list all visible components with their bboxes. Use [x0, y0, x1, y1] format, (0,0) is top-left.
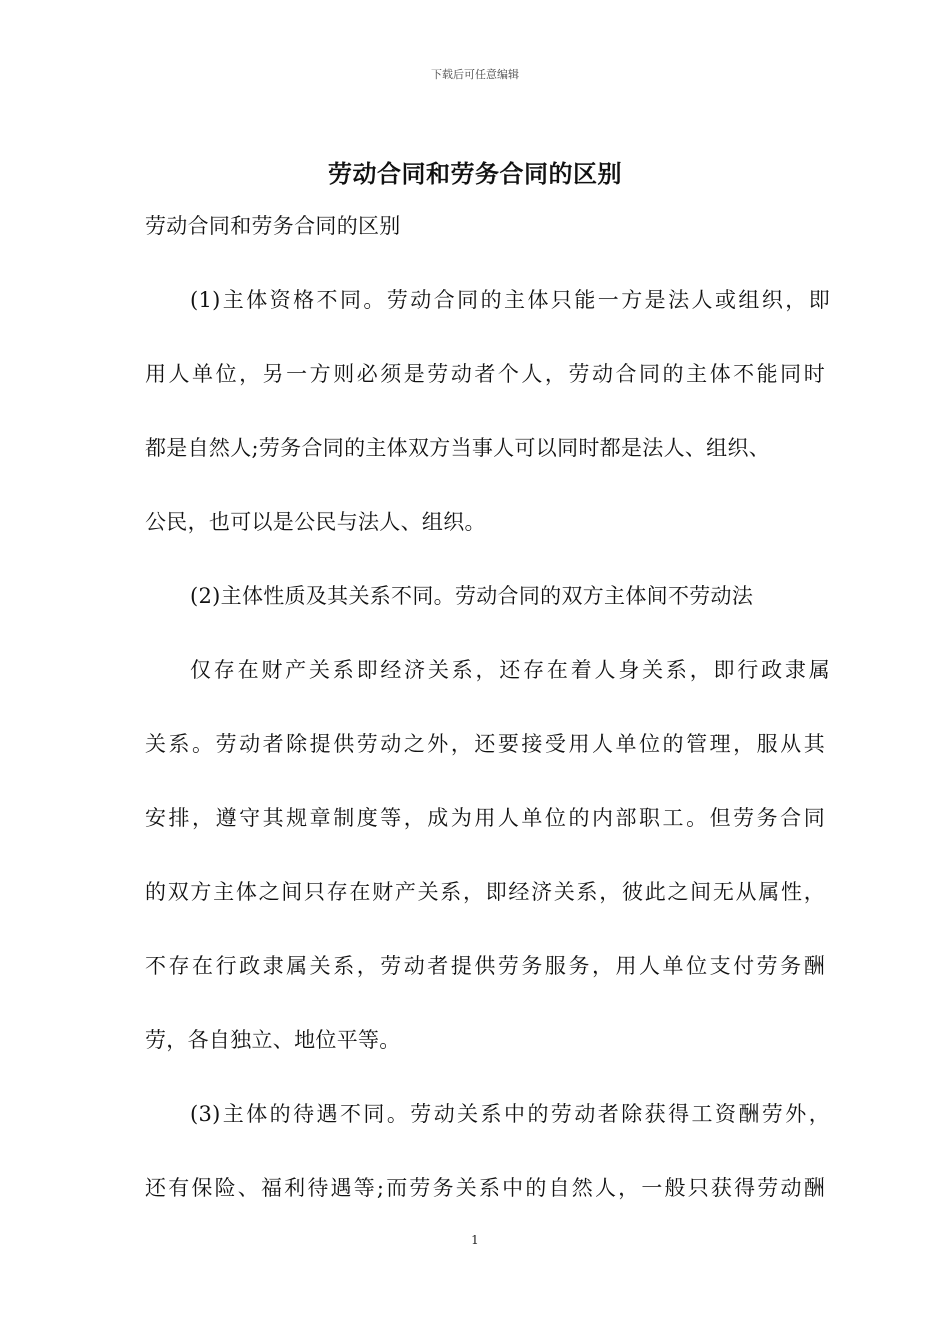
- paragraph-2-line-6: 不存在行政隶属关系，劳动者提供劳务服务，用人单位支付劳务酬: [145, 954, 825, 978]
- paragraph-2-line-7: 劳，各自独立、地位平等。: [145, 1028, 401, 1052]
- paragraph-2-line-2: 仅存在财产关系即经济关系，还存在着人身关系，即行政隶属: [190, 658, 830, 682]
- paragraph-2-line-5: 的双方主体之间只存在财产关系，即经济关系，彼此之间无从属性，: [145, 880, 825, 904]
- paragraph-1-line-2: 用人单位，另一方则必须是劳动者个人，劳动合同的主体不能同时: [145, 362, 825, 386]
- paragraph-1-line-3: 都是自然人;劳务合同的主体双方当事人可以同时都是法人、组织、: [145, 436, 771, 460]
- document-title: 劳动合同和劳务合同的区别: [328, 160, 622, 188]
- header-note: 下载后可任意编辑: [431, 68, 519, 81]
- paragraph-3-line-1: (3)主体的待遇不同。劳动关系中的劳动者除获得工资酬劳外，: [190, 1102, 830, 1126]
- paragraph-3-line-2: 还有保险、福利待遇等;而劳务关系中的自然人，一般只获得劳动酬: [145, 1176, 825, 1200]
- paragraph-1-line-1: (1)主体资格不同。劳动合同的主体只能一方是法人或组织，即: [190, 288, 830, 312]
- paragraph-2-line-3: 关系。劳动者除提供劳动之外，还要接受用人单位的管理，服从其: [145, 732, 825, 756]
- paragraph-2-line-4: 安排，遵守其规章制度等，成为用人单位的内部职工。但劳务合同: [145, 806, 825, 830]
- paragraph-1-line-4: 公民，也可以是公民与法人、组织。: [145, 510, 486, 534]
- page-number: 1: [471, 1233, 479, 1247]
- subtitle-line: 劳动合同和劳务合同的区别: [145, 214, 401, 238]
- paragraph-2-line-1: (2)主体性质及其关系不同。劳动合同的双方主体间不劳动法: [190, 584, 754, 608]
